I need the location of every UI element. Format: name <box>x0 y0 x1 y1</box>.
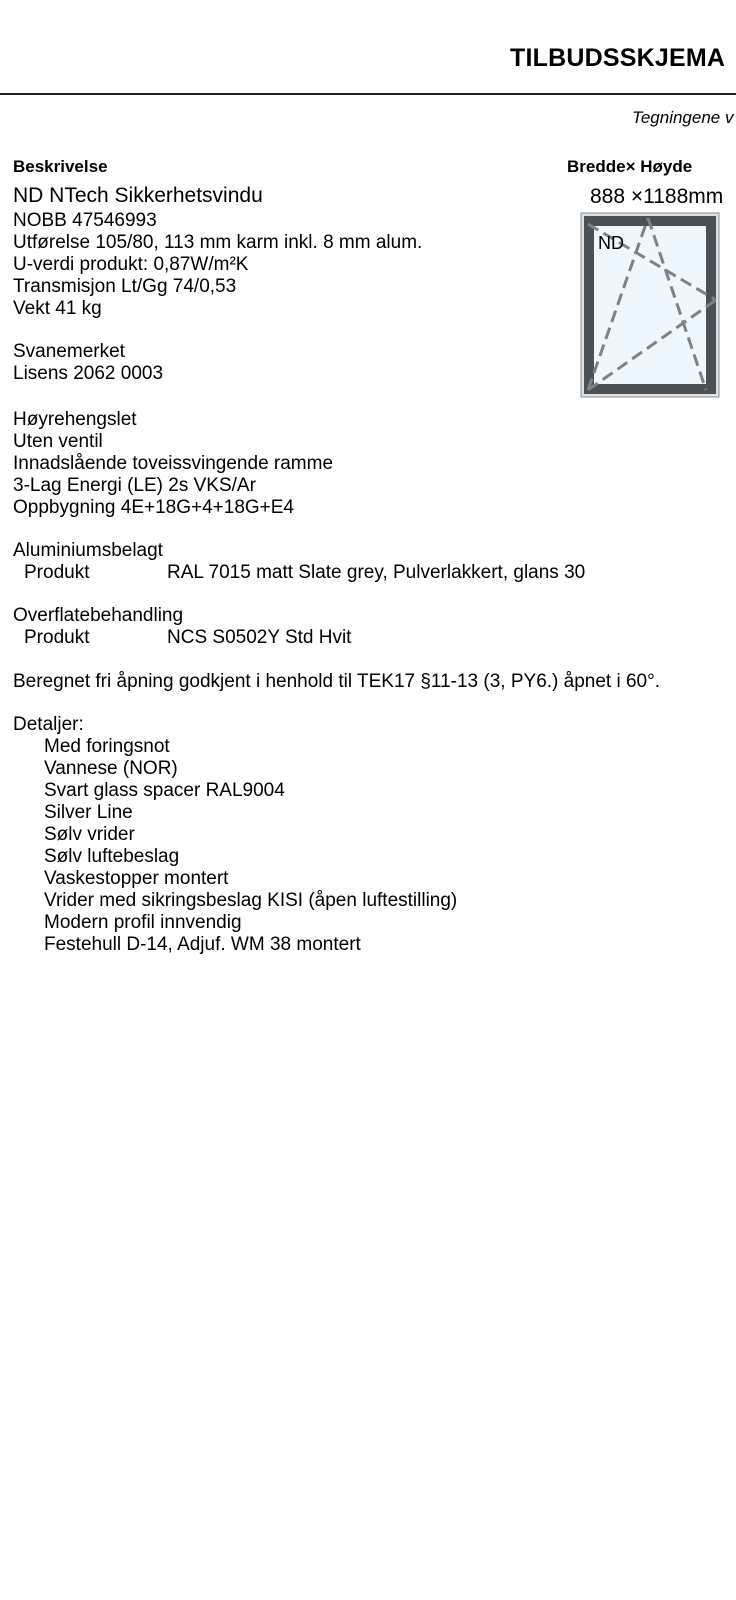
aluminium-value: RAL 7015 matt Slate grey, Pulverlakkert, glans 30 <box>167 562 586 583</box>
product-dimensions: 888 ×1188mm <box>590 185 724 208</box>
eco-label: Svanemerket <box>13 341 125 362</box>
column-header-size: Bredde× Høyde <box>567 157 693 176</box>
detail-item: Sølv vrider <box>44 824 135 845</box>
aluminium-label: Produkt <box>24 562 90 583</box>
drawing-label: ND <box>598 233 624 253</box>
detail-item: Vrider med sikringsbeslag KISI (åpen luftestilling) <box>44 890 458 911</box>
detail-item: Med foringsnot <box>44 736 170 757</box>
header-divider <box>0 93 736 95</box>
aluminium-heading: Aluminiumsbelagt <box>13 540 163 561</box>
opening-note: Beregnet fri åpning godkjent i henhold til TEK17 §11-13 (3, PY6.) åpnet i 60°. <box>13 671 660 692</box>
document-title: TILBUDSSKJEMA <box>510 44 726 72</box>
detail-item: Svart glass spacer RAL9004 <box>44 780 285 801</box>
surface-heading: Overflatebehandling <box>13 605 184 626</box>
config-line: 3-Lag Energi (LE) 2s VKS/Ar <box>13 475 256 496</box>
spec-line: Utførelse 105/80, 113 mm karm inkl. 8 mm alum. <box>13 232 423 253</box>
spec-line: Vekt 41 kg <box>13 298 102 319</box>
config-line: Uten ventil <box>13 431 103 452</box>
detail-item: Vaskestopper montert <box>44 868 229 889</box>
spec-line: NOBB 47546993 <box>13 210 157 231</box>
detail-item: Silver Line <box>44 802 133 823</box>
details-heading: Detaljer: <box>13 714 84 735</box>
detail-item: Sølv luftebeslag <box>44 846 180 867</box>
spec-line: Transmisjon Lt/Gg 74/0,53 <box>13 276 237 297</box>
product-name: ND NTech Sikkerhetsvindu <box>13 184 263 207</box>
config-line: Oppbygning 4E+18G+4+18G+E4 <box>13 497 295 518</box>
config-line: Høyrehengslet <box>13 409 137 430</box>
config-line: Innadslående toveissvingende ramme <box>13 453 334 474</box>
detail-item: Vannese (NOR) <box>44 758 178 779</box>
spec-line: U-verdi produkt: 0,87W/m²K <box>13 254 249 275</box>
column-header-description: Beskrivelse <box>13 157 108 176</box>
eco-license: Lisens 2062 0003 <box>13 363 164 384</box>
detail-item: Festehull D-14, Adjuf. WM 38 montert <box>44 934 361 955</box>
detail-item: Modern profil innvendig <box>44 912 242 933</box>
drawing-note: Tegningene v <box>632 108 734 127</box>
surface-value: NCS S0502Y Std Hvit <box>167 627 352 648</box>
window-drawing <box>580 212 720 398</box>
surface-label: Produkt <box>24 627 90 648</box>
